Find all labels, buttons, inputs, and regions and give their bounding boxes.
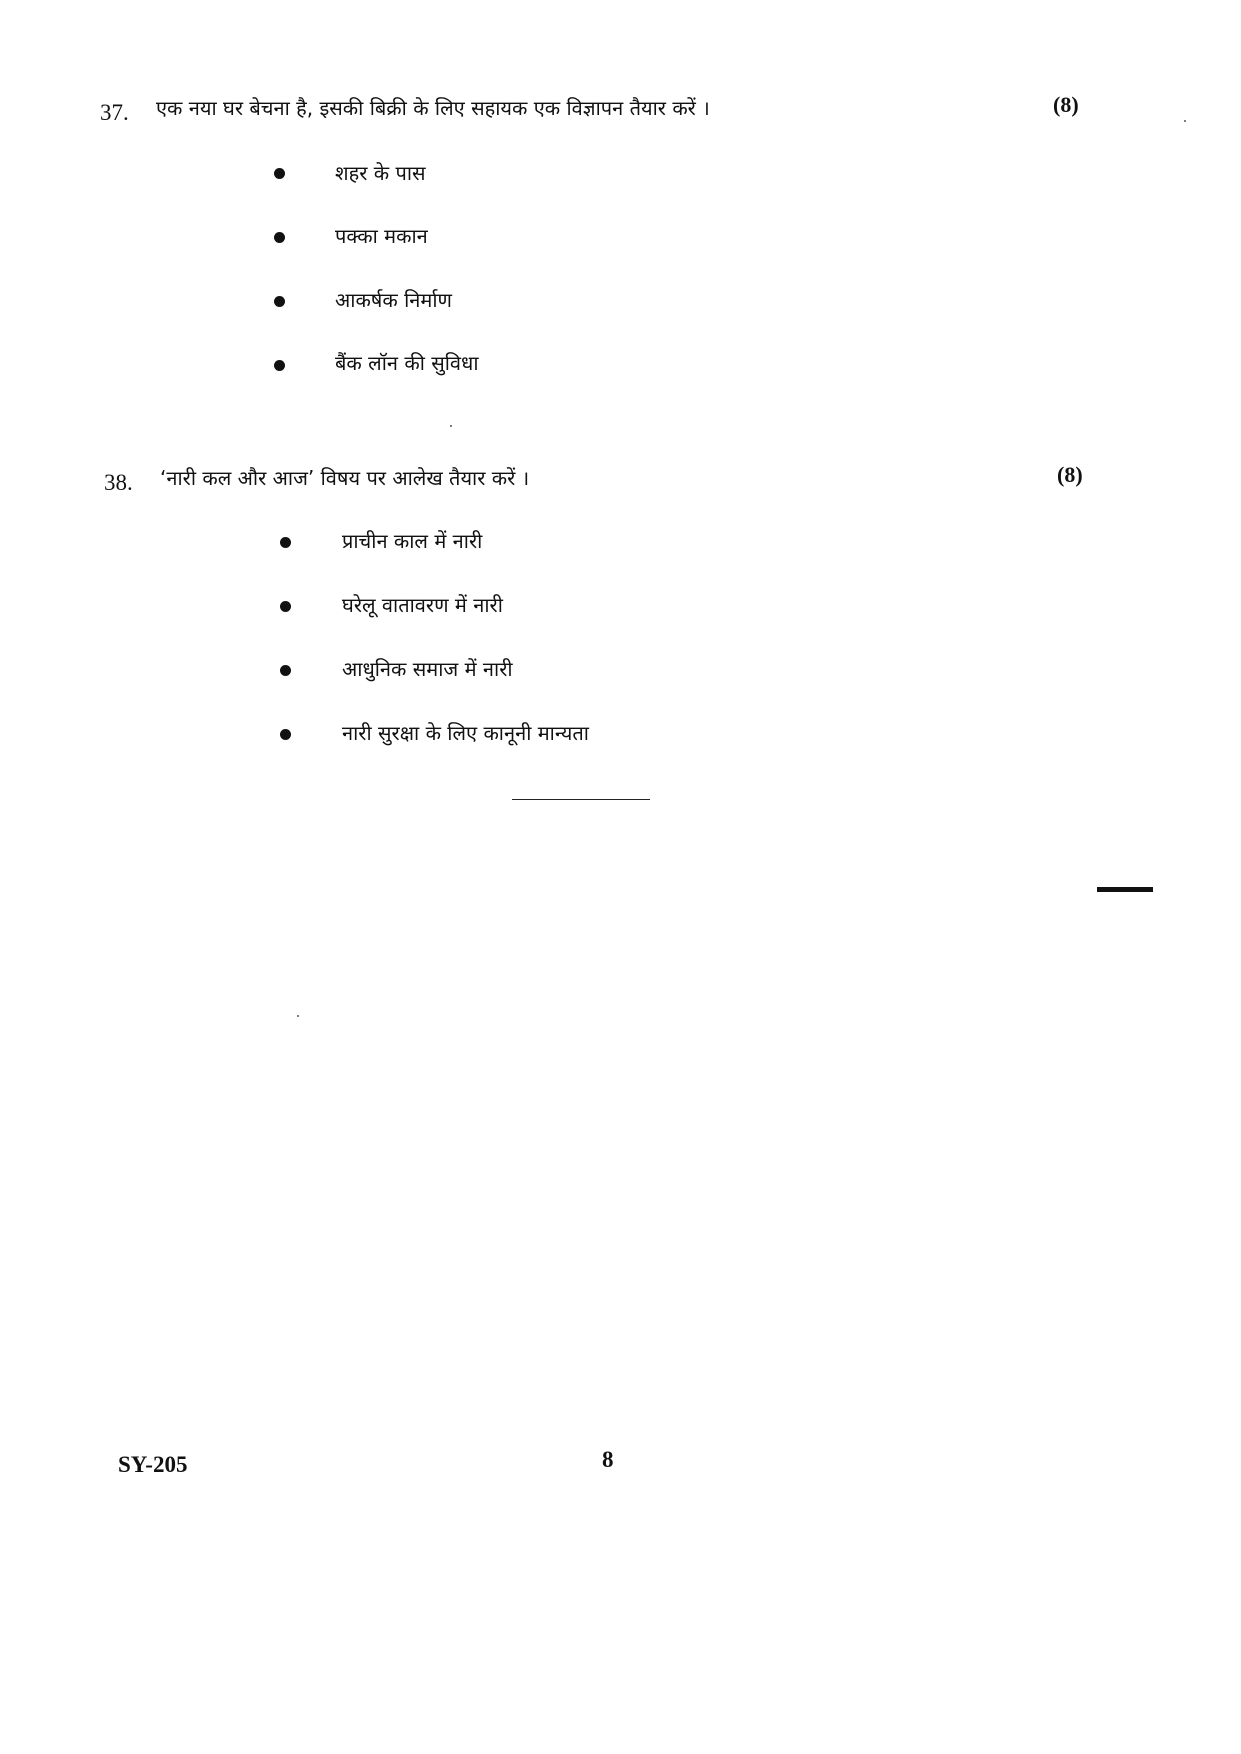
list-item: आधुनिक समाज में नारी <box>342 657 513 681</box>
list-item: घरेलू वातावरण में नारी <box>342 593 503 617</box>
scan-speck <box>1184 120 1186 122</box>
list-item: आकर्षक निर्माण <box>335 288 452 312</box>
paper-code: SY-205 <box>118 1452 188 1477</box>
question-number: 38. <box>104 470 133 495</box>
bullet-icon <box>274 360 285 371</box>
bullet-icon <box>280 665 291 676</box>
bullet-icon <box>280 601 291 612</box>
bullet-icon <box>280 729 291 740</box>
list-item: पक्का मकान <box>335 224 428 248</box>
end-of-questions-rule <box>512 799 650 800</box>
question-text: ‘नारी कल और आज’ विषय पर आलेख तैयार करें । <box>160 466 530 490</box>
bullet-icon <box>274 168 285 179</box>
page-number: 8 <box>602 1447 614 1472</box>
scan-speck <box>297 1015 299 1017</box>
bullet-icon <box>274 232 285 243</box>
bullet-icon <box>280 537 291 548</box>
list-item: प्राचीन काल में नारी <box>342 529 483 553</box>
question-marks: (8) <box>1057 462 1083 487</box>
list-item: शहर के पास <box>335 161 426 185</box>
question-number: 37. <box>100 100 129 125</box>
scan-speck <box>450 425 452 427</box>
margin-mark <box>1097 887 1153 892</box>
question-text: एक नया घर बेचना है, इसकी बिक्री के लिए सहायक एक विज्ञापन तैयार करें । <box>156 96 710 120</box>
question-marks: (8) <box>1053 92 1079 117</box>
list-item: नारी सुरक्षा के लिए कानूनी मान्यता <box>342 721 589 745</box>
bullet-icon <box>274 296 285 307</box>
list-item: बैंक लॉन की सुविधा <box>335 351 479 375</box>
